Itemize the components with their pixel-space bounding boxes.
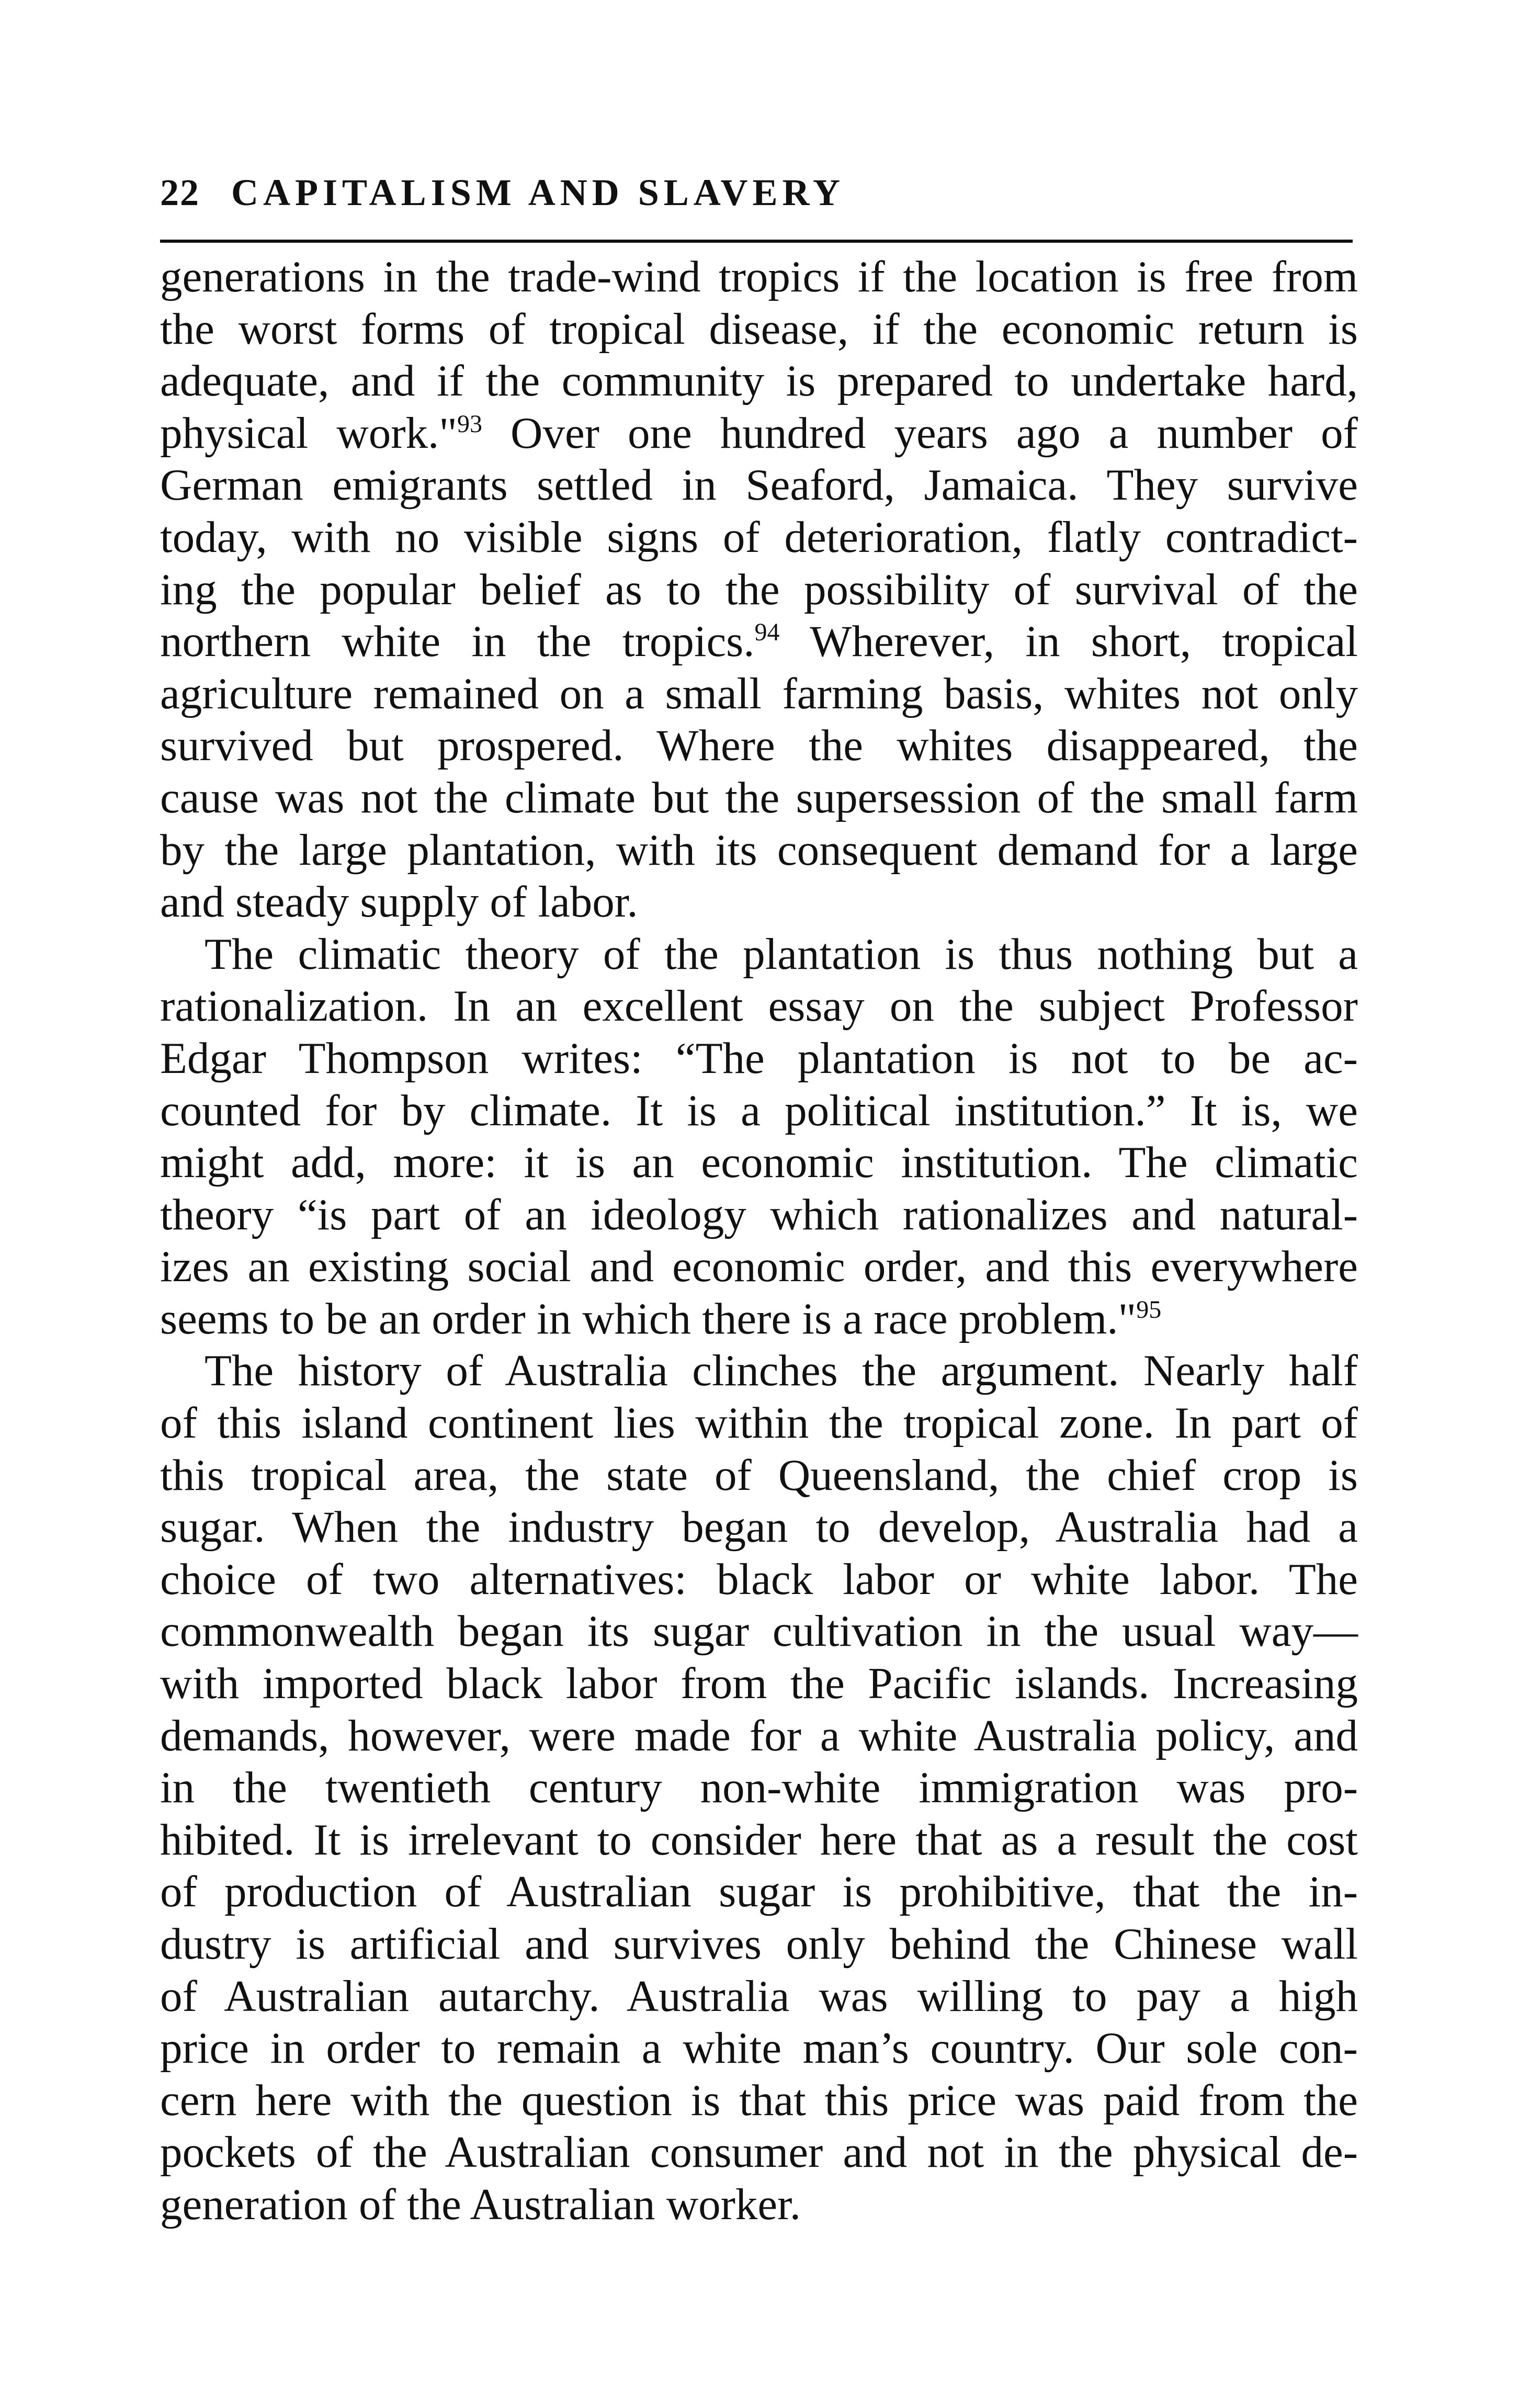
text-line	[160, 1189, 1358, 1241]
text-line	[160, 1033, 1358, 1085]
text-line-content: hibited. It is irrelevant to consider here that as a result the cost	[160, 1815, 1358, 1864]
text-line	[160, 1137, 1358, 1189]
text-line	[160, 1606, 1358, 1658]
text-line	[160, 824, 1358, 877]
text-line-content: of production of Australian sugar is prohibitive, that the in-	[160, 1867, 1358, 1917]
text-line	[160, 251, 1358, 303]
text-line-content: with imported black labor from the Pacific islands. Increasing	[160, 1659, 1358, 1709]
body-text	[160, 251, 1358, 2231]
text-line-content: and steady supply of labor.	[160, 877, 638, 927]
text-line	[160, 1241, 1358, 1293]
text-line-content: adequate, and if the community is prepared to undertake hard,	[160, 356, 1358, 406]
text-line-content: physical work."	[160, 408, 457, 458]
text-line	[160, 720, 1358, 772]
text-line-content: of this island continent lies within the tropical zone. In part of	[160, 1398, 1358, 1448]
text-line-content: The history of Australia clinches the argument. Nearly half	[205, 1346, 1358, 1396]
text-line	[160, 1814, 1358, 1867]
text-line	[160, 564, 1358, 616]
text-line	[160, 1501, 1358, 1554]
text-line	[160, 1293, 1358, 1346]
text-line-content: Edgar Thompson writes: “The plantation is not to be ac-	[160, 1033, 1358, 1083]
text-line-content: izes an existing social and economic order, and this everywhere	[160, 1242, 1358, 1292]
text-line	[160, 355, 1358, 408]
text-line-content: German emigrants settled in Seaford, Jamaica. They survive	[160, 460, 1358, 510]
text-line-content: generations in the trade-wind tropics if the location is free from	[160, 252, 1358, 301]
text-line-content: in the twentieth century non-white immigration was pro-	[160, 1763, 1358, 1813]
text-line-content: sugar. When the industry began to develop, Australia had a	[160, 1502, 1358, 1552]
text-line	[160, 2075, 1358, 2127]
footnote-marker: 93	[457, 410, 482, 438]
text-line-content: might add, more: it is an economic institution. The climatic	[160, 1138, 1358, 1188]
text-line	[160, 2127, 1358, 2179]
text-line-content: theory “is part of an ideology which rationalizes and natural-	[160, 1190, 1358, 1239]
text-line-content: today, with no visible signs of deterioration, flatly contradict-	[160, 512, 1358, 562]
text-line	[160, 1918, 1358, 1971]
text-line	[160, 408, 1358, 460]
text-line	[160, 2179, 1358, 2231]
text-line-content: generation of the Australian worker.	[160, 2179, 801, 2229]
text-line-content: survived but prospered. Where the whites disappeared, the	[160, 721, 1358, 771]
text-line	[160, 1554, 1358, 1606]
running-title: CAPITALISM AND SLAVERY	[231, 172, 845, 213]
text-line	[160, 1397, 1358, 1450]
text-line	[160, 668, 1358, 720]
text-line	[160, 1866, 1358, 1918]
text-line-content: northern white in the tropics.	[160, 617, 755, 666]
page-number: 22	[160, 172, 200, 213]
text-line	[160, 1085, 1358, 1137]
text-line	[160, 1710, 1358, 1762]
text-line	[160, 929, 1358, 981]
text-line-content: the worst forms of tropical disease, if the economic return is	[160, 304, 1358, 354]
text-line	[160, 1450, 1358, 1502]
footnote-marker: 95	[1136, 1295, 1162, 1324]
text-line-content: seems to be an order in which there is a race problem."	[160, 1294, 1137, 1343]
text-line	[160, 459, 1358, 512]
text-line-continuation: Over one hundred years ago a number of	[482, 408, 1358, 458]
text-line-content: The climatic theory of the plantation is thus nothing but a	[205, 929, 1358, 979]
text-line-content: cern here with the question is that this price was paid from the	[160, 2075, 1358, 2125]
text-line-content: cause was not the climate but the supersession of the small farm	[160, 773, 1358, 822]
text-line-content: price in order to remain a white man’s country. Our sole con-	[160, 2023, 1358, 2073]
text-line	[160, 1971, 1358, 2023]
text-line	[160, 303, 1358, 356]
text-line	[160, 1658, 1358, 1710]
text-line-content: choice of two alternatives: black labor or white labor. The	[160, 1554, 1358, 1604]
text-line	[160, 1345, 1358, 1397]
running-head	[160, 152, 1358, 214]
text-line	[160, 2022, 1358, 2075]
text-line-content: by the large plantation, with its consequent demand for a large	[160, 825, 1358, 875]
text-line	[160, 512, 1358, 564]
text-line-content: demands, however, were made for a white Australia policy, and	[160, 1711, 1358, 1760]
text-line-content: agriculture remained on a small farming basis, whites not only	[160, 669, 1358, 718]
text-line-content: rationalization. In an excellent essay on the subject Professor	[160, 981, 1358, 1031]
text-line-content: this tropical area, the state of Queensland, the chief crop is	[160, 1450, 1358, 1500]
text-line	[160, 980, 1358, 1033]
header-rule	[160, 240, 1353, 243]
text-line-continuation: Wherever, in short, tropical	[779, 617, 1358, 666]
text-line	[160, 876, 1358, 929]
text-line-content: counted for by climate. It is a political institution.” It is, we	[160, 1086, 1358, 1135]
text-line	[160, 772, 1358, 824]
text-line-content: commonwealth began its sugar cultivation in the usual way—	[160, 1607, 1358, 1656]
text-line-content: pockets of the Australian consumer and not in the physical de-	[160, 2128, 1358, 2177]
text-line	[160, 1762, 1358, 1814]
text-line	[160, 616, 1358, 668]
text-line-content: dustry is artificial and survives only behind the Chinese wall	[160, 1919, 1358, 1969]
footnote-marker: 94	[754, 618, 780, 647]
text-line-content: ing the popular belief as to the possibility of survival of the	[160, 564, 1358, 614]
text-line-content: of Australian autarchy. Australia was willing to pay a high	[160, 1971, 1358, 2021]
